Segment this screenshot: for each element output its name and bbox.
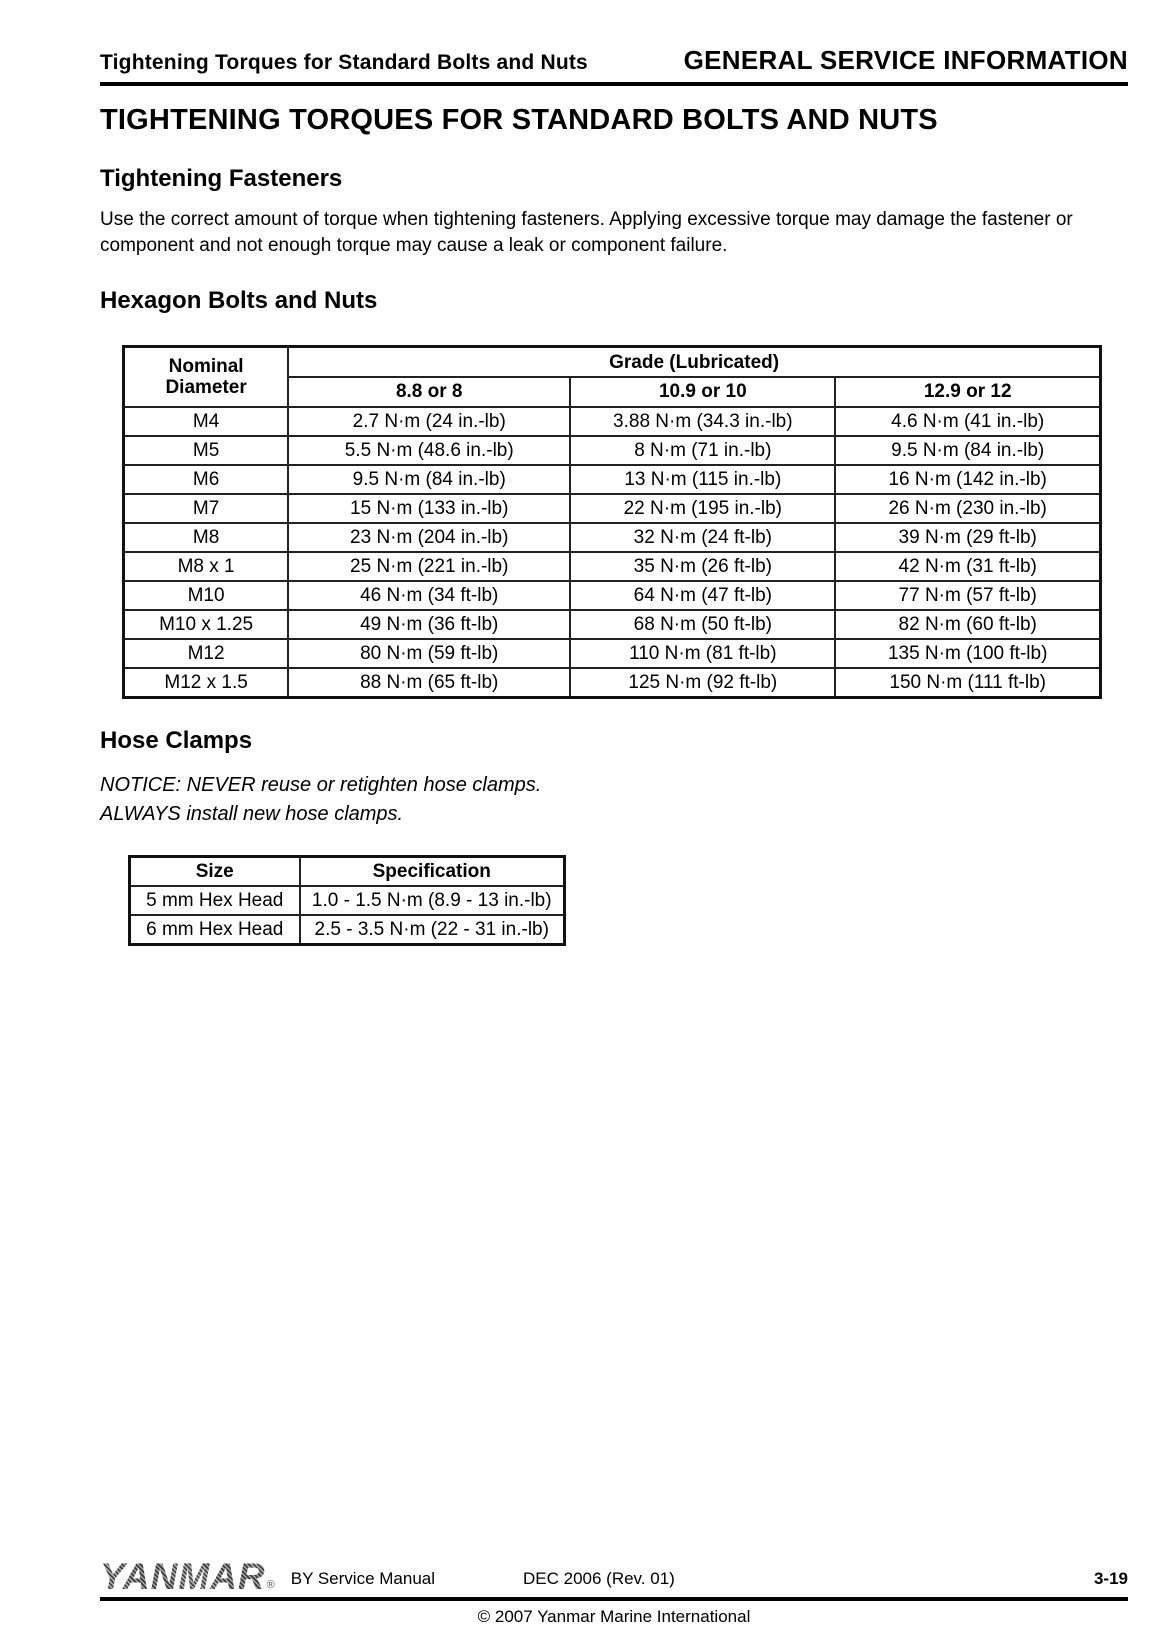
nominal-diameter-cell: M8 bbox=[124, 523, 289, 552]
torque-table-header-row-1 bbox=[124, 347, 1101, 377]
torque-value-cell: 125 N·m (92 ft-lb) bbox=[570, 668, 835, 698]
yanmar-logo bbox=[100, 1555, 275, 1597]
nominal-diameter-cell: M8 x 1 bbox=[124, 552, 289, 581]
torque-value-cell: 9.5 N·m (84 in.-lb) bbox=[835, 436, 1100, 465]
hose-clamps-notice bbox=[100, 771, 1128, 829]
footer-manual-name: BY Service Manual bbox=[290, 1569, 436, 1588]
hose-size-header: Size bbox=[130, 856, 300, 886]
running-header-section-title: Tightening Torques for Standard Bolts and Nuts bbox=[100, 51, 588, 74]
page-footer bbox=[100, 1553, 1128, 1627]
nominal-diameter-cell: M4 bbox=[124, 407, 289, 436]
torque-value-cell: 82 N·m (60 ft-lb) bbox=[835, 610, 1100, 639]
table-row bbox=[124, 639, 1101, 668]
hose-clamp-header-row bbox=[130, 856, 565, 886]
running-header bbox=[100, 45, 1128, 86]
torque-value-cell: 25 N·m (221 in.-lb) bbox=[288, 552, 570, 581]
torque-value-cell: 15 N·m (133 in.-lb) bbox=[288, 494, 570, 523]
grade-lubricated-header: Grade (Lubricated) bbox=[288, 347, 1100, 377]
torque-value-cell: 2.7 N·m (24 in.-lb) bbox=[288, 407, 570, 436]
torque-value-cell: 8 N·m (71 in.-lb) bbox=[570, 436, 835, 465]
torque-value-cell: 80 N·m (59 ft-lb) bbox=[288, 639, 570, 668]
nominal-diameter-cell: M5 bbox=[124, 436, 289, 465]
torque-value-cell: 77 N·m (57 ft-lb) bbox=[835, 581, 1100, 610]
notice-line-1: NOTICE: NEVER reuse or retighten hose clamps. bbox=[100, 773, 542, 796]
table-row bbox=[130, 915, 565, 945]
table-row bbox=[124, 552, 1101, 581]
torque-value-cell: 23 N·m (204 in.-lb) bbox=[288, 523, 570, 552]
torque-table bbox=[122, 345, 1102, 699]
hose-specification-cell: 2.5 - 3.5 N·m (22 - 31 in.-lb) bbox=[300, 915, 565, 945]
torque-value-cell: 26 N·m (230 in.-lb) bbox=[835, 494, 1100, 523]
footer-page-number: 3-19 bbox=[1093, 1569, 1128, 1588]
torque-value-cell: 49 N·m (36 ft-lb) bbox=[288, 610, 570, 639]
torque-value-cell: 88 N·m (65 ft-lb) bbox=[288, 668, 570, 698]
fasteners-body-paragraph: Use the correct amount of torque when tightening fasteners. Applying excessive torque may damage the fastener or component and not enough torque may cause a leak or component failure. bbox=[100, 209, 1073, 257]
torque-value-cell: 64 N·m (47 ft-lb) bbox=[570, 581, 835, 610]
torque-value-cell: 68 N·m (50 ft-lb) bbox=[570, 610, 835, 639]
hose-clamp-table-body bbox=[130, 886, 565, 945]
torque-value-cell: 4.6 N·m (41 in.-lb) bbox=[835, 407, 1100, 436]
grade-column-header: 10.9 or 10 bbox=[570, 377, 835, 407]
grade-column-header: 12.9 or 12 bbox=[835, 377, 1100, 407]
table-row bbox=[124, 610, 1101, 639]
hose-specification-cell: 1.0 - 1.5 N·m (8.9 - 13 in.-lb) bbox=[300, 886, 565, 915]
grade-column-header: 8.8 or 8 bbox=[288, 377, 570, 407]
nominal-diameter-header-line1: Nominal bbox=[168, 356, 244, 378]
yanmar-logo-text: YANMAR bbox=[100, 1555, 266, 1597]
table-row bbox=[124, 465, 1101, 494]
table-row bbox=[124, 523, 1101, 552]
running-header-chapter-title: GENERAL SERVICE INFORMATION bbox=[683, 45, 1128, 75]
hose-clamp-table bbox=[128, 855, 566, 946]
torque-value-cell: 22 N·m (195 in.-lb) bbox=[570, 494, 835, 523]
torque-value-cell: 150 N·m (111 ft-lb) bbox=[835, 668, 1100, 698]
torque-value-cell: 32 N·m (24 ft-lb) bbox=[570, 523, 835, 552]
nominal-diameter-cell: M10 bbox=[124, 581, 289, 610]
footer-copyright: © 2007 Yanmar Marine International bbox=[477, 1607, 751, 1626]
table-row bbox=[124, 407, 1101, 436]
torque-table-body bbox=[124, 407, 1101, 698]
footer-divider bbox=[100, 1597, 1128, 1601]
torque-value-cell: 39 N·m (29 ft-lb) bbox=[835, 523, 1100, 552]
section-heading-hexagon-bolts-and-nuts: Hexagon Bolts and Nuts bbox=[100, 287, 378, 315]
hose-specification-header: Specification bbox=[300, 856, 565, 886]
hose-size-cell: 5 mm Hex Head bbox=[130, 886, 300, 915]
torque-value-cell: 42 N·m (31 ft-lb) bbox=[835, 552, 1100, 581]
nominal-diameter-cell: M7 bbox=[124, 494, 289, 523]
torque-value-cell: 16 N·m (142 in.-lb) bbox=[835, 465, 1100, 494]
notice-line-2: ALWAYS install new hose clamps. bbox=[100, 802, 404, 825]
torque-value-cell: 135 N·m (100 ft-lb) bbox=[835, 639, 1100, 668]
torque-value-cell: 35 N·m (26 ft-lb) bbox=[570, 552, 835, 581]
table-row bbox=[130, 886, 565, 915]
section-heading-tightening-fasteners: Tightening Fasteners bbox=[100, 165, 343, 192]
table-row bbox=[124, 581, 1101, 610]
nominal-diameter-cell: M12 x 1.5 bbox=[124, 668, 289, 698]
torque-value-cell: 9.5 N·m (84 in.-lb) bbox=[288, 465, 570, 494]
nominal-diameter-header-line2: Diameter bbox=[165, 377, 247, 399]
table-row bbox=[124, 668, 1101, 698]
footer-revision-date: DEC 2006 (Rev. 01) bbox=[523, 1569, 675, 1588]
torque-value-cell: 46 N·m (34 ft-lb) bbox=[288, 581, 570, 610]
nominal-diameter-cell: M6 bbox=[124, 465, 289, 494]
torque-table-header bbox=[124, 347, 1101, 407]
page-title: TIGHTENING TORQUES FOR STANDARD BOLTS AND NUTS bbox=[100, 104, 938, 136]
hose-clamp-table-header bbox=[130, 856, 565, 886]
table-row bbox=[124, 494, 1101, 523]
footer-row bbox=[100, 1553, 1128, 1597]
torque-value-cell: 3.88 N·m (34.3 in.-lb) bbox=[570, 407, 835, 436]
torque-value-cell: 110 N·m (81 ft-lb) bbox=[570, 639, 835, 668]
section-heading-hose-clamps: Hose Clamps bbox=[100, 726, 253, 754]
torque-value-cell: 5.5 N·m (48.6 in.-lb) bbox=[288, 436, 570, 465]
nominal-diameter-cell: M10 x 1.25 bbox=[124, 610, 289, 639]
nominal-diameter-header bbox=[124, 347, 289, 407]
table-row bbox=[124, 436, 1101, 465]
nominal-diameter-cell: M12 bbox=[124, 639, 289, 668]
registered-trademark-icon: ® bbox=[266, 1579, 275, 1591]
hose-size-cell: 6 mm Hex Head bbox=[130, 915, 300, 945]
torque-value-cell: 13 N·m (115 in.-lb) bbox=[570, 465, 835, 494]
